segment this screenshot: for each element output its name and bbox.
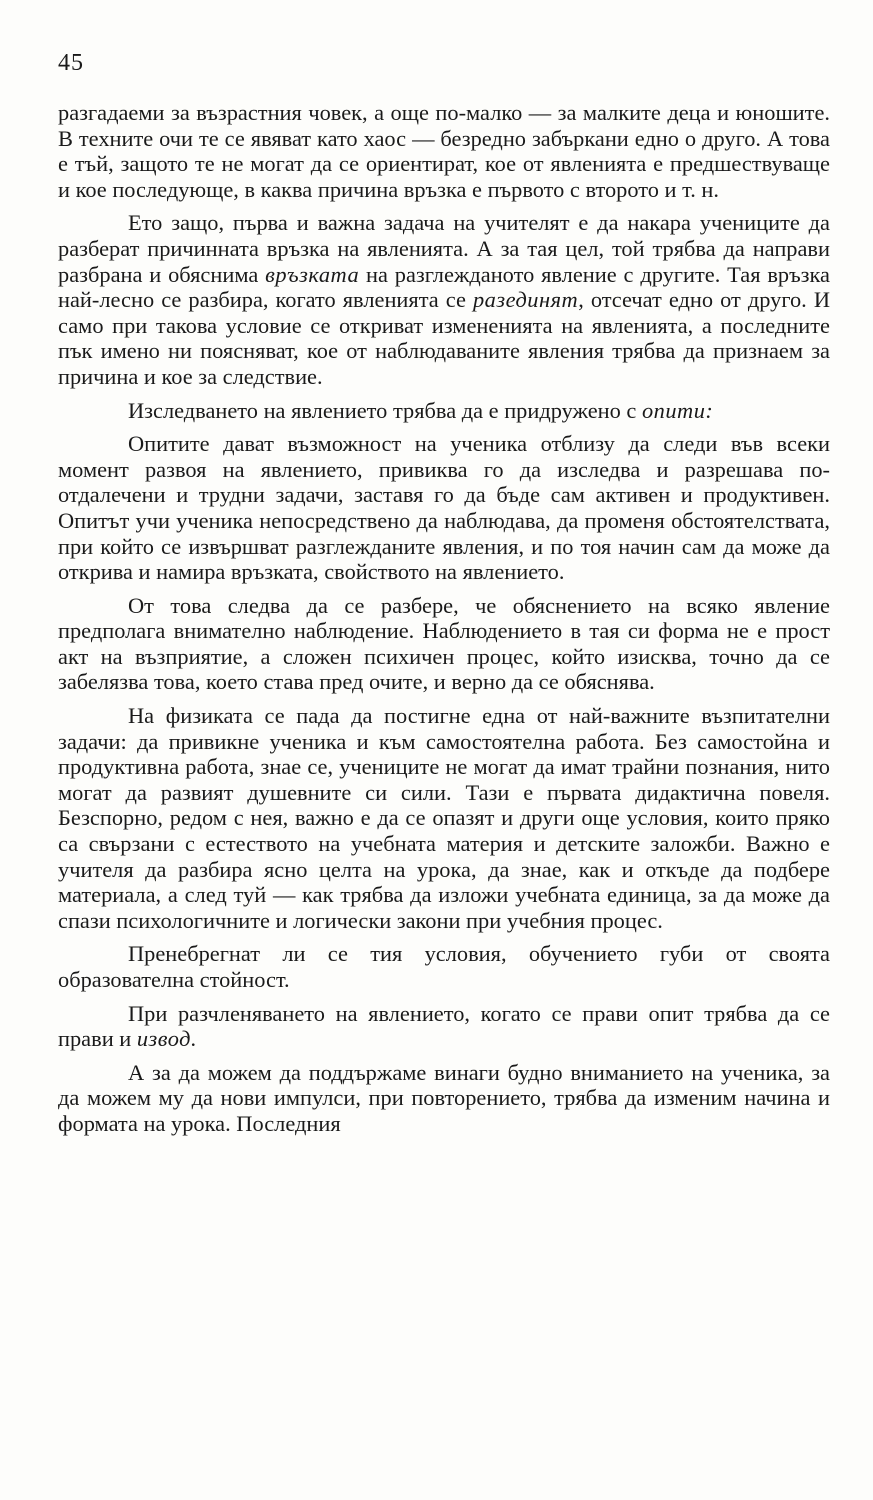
emphasized-word: връзката: [265, 261, 360, 287]
text-run: Изследването на явлението трябва да е придружено с: [128, 397, 642, 423]
paragraph: [58, 100, 830, 202]
paragraph: [58, 210, 830, 389]
text-run: Ето защо, първа и важна задача на учителят е да накара учениците да разберат причинната връзка на явленията. А за тая цел, той трябва да направи разбрана и обяснима: [58, 210, 830, 287]
text-run: Опитите дават възможност на ученика отблизу да следи във всеки момент развоя на явлението, привиква го да изследва и разрешава по-отдалечени и трудни задачи, заставя го да бъде сам активен и продуктивен. Опитът учи ученика непосредствено да наблюдава, да променя обстоятелствата, при който се извършват разглежданите явления, и по тоя начин сам да може да открива и намира връзката, свойството на явлението.: [58, 431, 830, 585]
emphasized-word: разединят: [472, 287, 579, 313]
text-run: На физиката се пада да постигне една от най-важните възпитателни задачи: да привикне ученика и към самостоятелна работа. Без самостойна и продуктивна работа, знае се, учениците не могат да имат трайни познания, нито могат да развият душевните си сили. Тази е първата дидактична повеля. Безспорно, редом с нея, важно е да се опазят и други още условия, които пряко са свързани с естеството на учебната материя и детските заложби. Важно е учителя да разбира ясно целта на урока, да знае, как и откъде да подбере материала, а след туй — как трябва да изложи учебната единица, за да може да спази психологичните и логически закони при учебния процес.: [58, 703, 830, 933]
paragraph: [58, 941, 830, 992]
paragraph: [58, 593, 830, 695]
paragraph: [58, 398, 830, 424]
paragraph: [58, 1060, 830, 1137]
text-run: на разглежданото явление с другите. Тая връзка най-лесно се разбира, когато явленията се: [58, 261, 830, 313]
paragraph: [58, 431, 830, 585]
paragraph: [58, 1001, 830, 1052]
text-run: разгадаеми за възрастния човек, а още по-малко — за малките деца и юношите. В техните очи те се явяват като хаос — безредно забъркани едно о друго. А това е тъй, защото те не могат да се ориентират, кое от явленията е предшествуваще и кое последующе, в каква причина връзка е първото с второто и т. н.: [58, 100, 830, 202]
body-text: [58, 100, 830, 1141]
text-run: От това следва да се разбере, че обяснението на всяко явление предполага внимателно наблюдение. Наблюдението в тая си форма не е прост акт на възприятие, а сложен психичен процес, който изисква, точно да се забелязва това, което става пред очите, и верно да се обяснява.: [58, 592, 830, 695]
text-run: Пренебрегнат ли се тия условия, обучението губи от своята образователна стойност.: [58, 941, 830, 992]
text-run: При разчленяването на явлението, когато се прави опит трябва да се прави и: [58, 1000, 830, 1052]
page-number: 45: [58, 50, 84, 76]
emphasized-word: опити:: [641, 397, 714, 423]
text-run: , отсечат едно от друго. И само при такова условие се откриват измененията на явленията, а последните пък имено ни поясняват, кое от наблюдаваните явления трябва да признаем за причина и кое за следствие.: [58, 287, 830, 389]
emphasized-word: извод.: [136, 1026, 198, 1052]
paragraph: [58, 703, 830, 933]
text-run: А за да можем да поддържаме винаги будно вниманието на ученика, за да можем му да нови импулси, при повторението, трябва да изменим начина и формата на урока. Последния: [58, 1059, 830, 1136]
